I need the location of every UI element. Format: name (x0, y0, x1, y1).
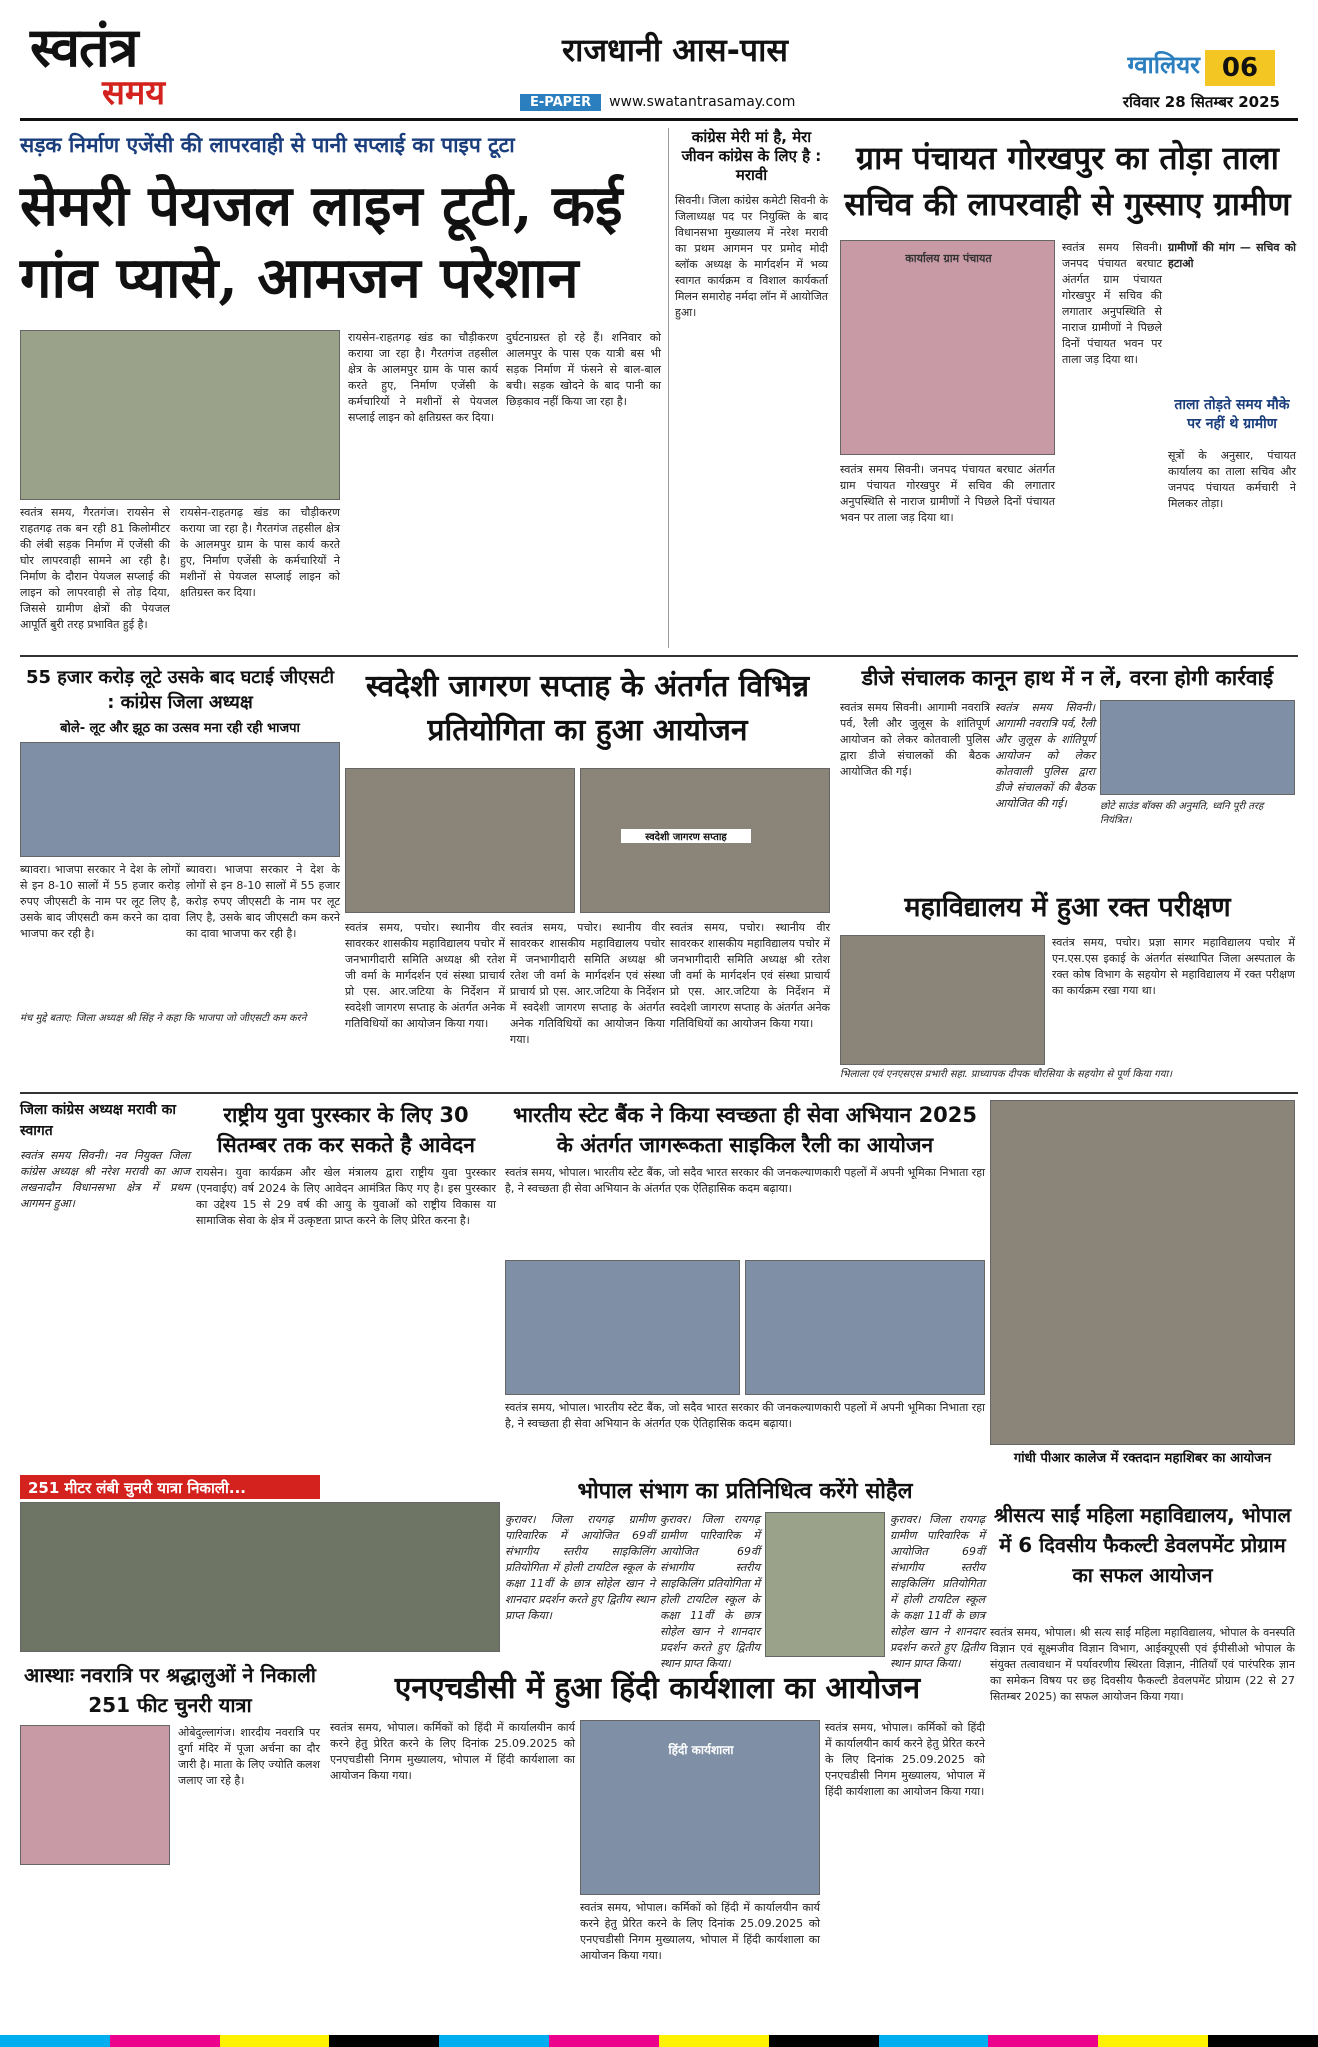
story5-body: स्वतंत्र समय सिवनी। आगामी नवरात्रि पर्व, रैली और जुलूस के शांतिपूर्ण आयोजन को लेकर कोतवाली पुलिस द्वारा डीजे संचालकों की बैठक आयोजित की गई। (840, 701, 990, 778)
story3-body-b: ब्यावरा। भाजपा सरकार ने देश के लोगों से इन 8-10 सालों में 55 हजार करोड़ रुपए जीएसटी के नाम पर लूट लिए है, उसके बाद जीएसटी कम करने का दावा भाजपा कर रही है। (186, 863, 340, 940)
story3-subhead: बोले- लूट और झूठ का उत्सव मना रही रही भाजपा (60, 721, 300, 736)
issue-date: रविवार 28 सितम्बर 2025 (1122, 93, 1280, 111)
story11-headline: आस्थाः नवरात्रि पर श्रद्धालुओं ने निकाली 251 फीट चुनरी यात्रा (24, 1663, 316, 1717)
story2-subhead: ग्रामीणों की मांग — सचिव को हटाओ (1168, 241, 1296, 270)
story7-body: स्वतंत्र समय सिवनी। नव नियुक्त जिला कांग्रेस अध्यक्ष श्री नरेश मरावी का आज लखनादौन विधानसभा क्षेत्र में प्रथम आगमन हुआ। (20, 1149, 190, 1210)
story5-body-b: स्वतंत्र समय सिवनी। आगामी नवरात्रि पर्व, रैली और जुलूस के शांतिपूर्ण आयोजन को लेकर कोतवाली पुलिस द्वारा डीजे संचालकों की बैठक आयोजित की गई। (995, 701, 1095, 810)
story13-body: स्वतंत्र समय, भोपाल। श्री सत्य साईं महिला महाविद्यालय, भोपाल के वनस्पति विज्ञान एवं सूक्ष्मजीव विज्ञान विभाग, आईक्यूएसी एवं ईपीसीओ भोपाल के संयुक्त तत्वावधान में पर्यावरणीय स्थिरता विज्ञान, नीतियाँ एवं पारंपरिक ज्ञान का समेकन विषय पर छह दिवसीय फैकल्टी डेवलपमेंट प्रोग्राम (22 से 27 सितम्बर 2025) का सफल आयोजन किया गया। (990, 1626, 1295, 1703)
story11-body: ओबेदुल्लागंज। शारदीय नवरात्रि पर दुर्गा मंदिर में पूजा अर्चना का दौर जारी है। माता के लिए ज्योति कलश जलाए जा रहे है। (178, 1726, 320, 1787)
story6-headline: महाविद्यालय में हुआ रक्त परीक्षण (904, 892, 1231, 923)
story14-body: स्वतंत्र समय, भोपाल। कर्मिकों को हिंदी में कार्यालयीन कार्य करने हेतु प्रेरित करने के लिए दिनांक 25.09.2025 को एनएचडीसी निगम मुख्यालय, भोपाल में हिंदी कार्यशाला का आयोजन किया गया। (330, 1721, 575, 1782)
story12-body-c: कुरावर। जिला रायगढ़ ग्रामीण पारिवारिक में आयोजित 69वीं संभागीय स्तरीय साइकिलिंग प्रतियोगिता में होली टायटिल स्कूल के कक्षा 11वीं के छात्र सोहेल खान ने शानदार प्रदर्शन करते हुए द्वितीय स्थान प्राप्त किया। (890, 1513, 985, 1670)
page-number: 06 (1205, 50, 1275, 86)
story1-body-2b: रायसेन-राहतगढ़ खंड का चौड़ीकरण कराया जा रहा है। गैरतगंज तहसील क्षेत्र के आलमपुर ग्राम के पास कार्य करते हुए, निर्माण एजेंसी के कर्मचारियों ने मशीनों से पेयजल सप्लाई लाइन को क्षतिग्रस्त कर दिया। (348, 331, 498, 424)
story2-subhead-2: ताला तोड़ते समय मौके पर नहीं थे ग्रामीण (1174, 397, 1290, 432)
story9-body-b: स्वतंत्र समय, भोपाल। भारतीय स्टेट बैंक, जो सदैव भारत सरकार की जनकल्याणकारी पहलों में अपनी भूमिका निभाता रहा है, ने स्वच्छता ही सेवा अभियान के अंतर्गत एक ऐतिहासिक कदम बढ़ाया। (505, 1401, 985, 1430)
story2-body-b: स्वतंत्र समय सिवनी। जनपद पंचायत बरघाट अंतर्गत ग्राम पंचायत गोरखपुर में सचिव की लगातार अनुपस्थिति से नाराज ग्रामीणों ने पिछले दिनों पंचायत भवन पर ताला जड़ दिया था। (1062, 241, 1162, 366)
story8-headline: राष्ट्रीय युवा पुरस्कार के लिए 30 सितम्बर तक कर सकते है आवेदन (217, 1103, 475, 1157)
story2-body-2: सूत्रों के अनुसार, पंचायत कार्यालय का ताला सचिव और जनपद पंचायत कर्मचारी ने मिलकर तोड़ा। (1168, 449, 1296, 510)
story14-body-b: स्वतंत्र समय, भोपाल। कर्मिकों को हिंदी में कार्यालयीन कार्य करने हेतु प्रेरित करने के लिए दिनांक 25.09.2025 को एनएचडीसी निगम मुख्यालय, भोपाल में हिंदी कार्यशाला का आयोजन किया गया। (580, 1901, 820, 1962)
story3-headline: 55 हजार करोड़ लूटे उसके बाद घटाई जीएसटी : कांग्रेस जिला अध्यक्ष (25, 667, 335, 713)
story10-photo (990, 1100, 1295, 1445)
logo-top-text: स्वतंत्र (30, 15, 138, 79)
story2-photo-sign: कार्यालय ग्राम पंचायत (905, 252, 992, 265)
story1-body-1: स्वतंत्र समय, गैरतगंज। रायसेन से राहतगढ़ तक बन रही 81 किलोमीटर की लंबी सड़क निर्माण में एजेंसी की घोर लापरवाही सामने आ रही है। निर्माण के दौरान पेयजल सप्लाई की लाइन को लापरवाही से तोड़ दिया, जिससे ग्रामीण क्षेत्रों की पेयजल आपूर्ति बुरी तरह प्रभावित हुई है। (20, 506, 170, 631)
section-title: राजधानी आस-पास (562, 31, 788, 69)
story4-body: स्वतंत्र समय, पचोर। स्थानीय वीर सावरकर शासकीय महाविद्यालय पचोर में जनभागीदारी समिति अध्यक्ष श्री रतेश जी वर्मा के मार्गदर्शन एवं संस्था प्राचार्य प्रो एस. आर.जटिया के निर्देशन में स्वदेशी जागरण सप्ताह के अंतर्गत अनेक गतिविधियों का आयोजन किया गया। (345, 921, 505, 1030)
story14-body-c: स्वतंत्र समय, भोपाल। कर्मिकों को हिंदी में कार्यालयीन कार्य करने हेतु प्रेरित करने के लिए दिनांक 25.09.2025 को एनएचडीसी निगम मुख्यालय, भोपाल में हिंदी कार्यशाला का आयोजन किया गया। (825, 1721, 985, 1798)
row-rule-2 (20, 1092, 1298, 1094)
story7-headline: जिला कांग्रेस अध्यक्ष मरावी का स्वागत (20, 1102, 176, 1139)
story12-headline: भोपाल संभाग का प्रतिनिधित्व करेंगे सोहैल (577, 1479, 913, 1504)
story3-body: ब्यावरा। भाजपा सरकार ने देश के लोगों से इन 8-10 सालों में 55 हजार करोड़ रुपए जीएसटी के नाम पर लूट लिए है, उसके बाद जीएसटी कम करने का दावा भाजपा कर रही है। (20, 863, 180, 940)
story4-headline: स्वदेशी जागरण सप्ताह के अंतर्गत विभिन्न प्रतियोगिता का हुआ आयोजन (365, 669, 810, 748)
story1-body-3: दुर्घटनाग्रस्त हो रहे हैं। शनिवार को आलमपुर के पास एक यात्री बस भी सड़क निर्माण में फंसने से बाल-बाल बची। सड़क खोदने के बाद पानी का छिड़काव नहीं किया जा रहा है। (506, 331, 661, 408)
story4-photo-1 (345, 768, 575, 913)
story13-headline: श्रीसत्य साईं महिला महाविद्यालय, भोपाल में 6 दिवसीय फैकल्टी डेवलपमेंट प्रोग्राम का सफल आयोजन (993, 1503, 1292, 1587)
story4-body-c: स्वतंत्र समय, पचोर। स्थानीय वीर सावरकर शासकीय महाविद्यालय पचोर में जनभागीदारी समिति अध्यक्ष श्री रतेश जी वर्मा के मार्गदर्शन एवं संस्था प्राचार्य प्रो एस. आर.जटिया के निर्देशन में स्वदेशी जागरण सप्ताह के अंतर्गत अनेक गतिविधियों का आयोजन किया गया। (670, 921, 830, 1030)
story10-caption: गांधी पीआर कालेज में रक्तदान महाशिबर का आयोजन (1013, 1451, 1272, 1466)
story5-caption: छोटे साउंड बॉक्स की अनुमति, ध्वनि पूरी तरह नियंत्रित। (1100, 801, 1264, 826)
congress-box-body: सिवनी। जिला कांग्रेस कमेटी सिवनी के जिलाध्यक्ष पद पर नियुक्ति के बाद विधानसभा मुख्यालय में नरेश मरावी का प्रथम आगमन पर प्रमोद मोदी ब्लॉक अध्यक्ष के मार्गदर्शन में भव्य स्वागत कार्यक्रम व विशाल कार्यकर्ता मिलन समारोह नर्मदा लॉन में आयोजित हुआ। (675, 194, 828, 319)
story14-screen: हिंदी कार्यशाला (668, 1743, 734, 1757)
story9-body: स्वतंत्र समय, भोपाल। भारतीय स्टेट बैंक, जो सदैव भारत सरकार की जनकल्याणकारी पहलों में अपनी भूमिका निभाता रहा है, ने स्वच्छता ही सेवा अभियान के अंतर्गत एक ऐतिहासिक कदम बढ़ाया। (505, 1166, 985, 1195)
color-registration-bar (0, 2035, 1318, 2047)
story12-body-b: कुरावर। जिला रायगढ़ ग्रामीण पारिवारिक में आयोजित 69वीं संभागीय स्तरीय साइकिलिंग प्रतियोगिता में होली टायटिल स्कूल के कक्षा 11वीं के छात्र सोहेल खान ने शानदार प्रदर्शन करते हुए द्वितीय स्थान प्राप्त किया। (660, 1513, 760, 1670)
story12-photo (765, 1512, 885, 1657)
story1-body-2: रायसेन-राहतगढ़ खंड का चौड़ीकरण कराया जा रहा है। गैरतगंज तहसील क्षेत्र के आलमपुर ग्राम के पास कार्य करते हुए, निर्माण एजेंसी के कर्मचारियों ने मशीनों से पेयजल सप्लाई लाइन को क्षतिग्रस्त कर दिया। (180, 506, 340, 599)
story5-headline: डीजे संचालक कानून हाथ में न लें, वरना होगी कार्रवाई (861, 666, 1274, 690)
story9-photo-2 (745, 1260, 985, 1395)
website-link[interactable]: www.swatantrasamay.com (609, 94, 796, 110)
story11-strip: 251 मीटर लंबी चुनरी यात्रा निकाली... (20, 1475, 320, 1499)
story6-photo (840, 935, 1045, 1065)
story1-photo (20, 330, 340, 500)
masthead-logo (30, 15, 240, 118)
story11-photo (20, 1502, 500, 1652)
epaper-bar (520, 92, 860, 112)
congress-box-headline: कांग्रेस मेरी मां है, मेरा जीवन कांग्रेस के लिए है : मरावी (681, 128, 822, 184)
row-rule-1 (20, 655, 1298, 657)
masthead-rule (20, 118, 1298, 121)
story9-headline: भारतीय स्टेट बैंक ने किया स्वच्छता ही सेवा अभियान 2025 के अंतर्गत जागरूकता साइकिल रैली का आयोजन (512, 1103, 978, 1157)
story14-headline: एनएचडीसी में हुआ हिंदी कार्यशाला का आयोजन (394, 1671, 921, 1706)
story1-headline: सेमरी पेयजल लाइन टूटी, कई गांव प्यासे, आमजन परेशान (20, 173, 623, 311)
story4-body-b: स्वतंत्र समय, पचोर। स्थानीय वीर सावरकर शासकीय महाविद्यालय पचोर में जनभागीदारी समिति अध्यक्ष श्री रतेश जी वर्मा के मार्गदर्शन एवं संस्था प्राचार्य प्रो एस. आर.जटिया के निर्देशन में स्वदेशी जागरण सप्ताह के अंतर्गत अनेक गतिविधियों का आयोजन किया गया। (510, 921, 665, 1046)
story9-photo-1 (505, 1260, 740, 1395)
story8-body: रायसेन। युवा कार्यक्रम और खेल मंत्रालय द्वारा राष्ट्रीय युवा पुरस्कार (एनवाईए) वर्ष 2024 के लिए आवेदन आमंत्रित किए गए है। इस पुरस्कार का उद्देश्य 15 से 29 वर्ष की आयु के युवाओं को राष्ट्रीय विकास या सामाजिक सेवा के क्षेत्र में उत्कृष्टता प्राप्त करने के लिए प्रेरित करना है। (196, 1166, 496, 1227)
story5-photo (1100, 700, 1295, 795)
story6-body: स्वतंत्र समय, पचोर। प्रज्ञा सागर महाविद्यालय पचोर में एन.एस.एस इकाई के अंतर्गत संस्थापित जिला अस्पताल के रक्त कोष विभाग के सहयोग से महाविद्यालय में रक्त परीक्षण का कार्यक्रम रखा गया था। (1052, 936, 1295, 997)
story3-photo (20, 742, 340, 857)
city-name: ग्वालियर (1127, 51, 1200, 79)
story1-kicker: सड़क निर्माण एजेंसी की लापरवाही से पानी सप्लाई का पाइप टूटा (20, 133, 515, 157)
congress-box (668, 128, 828, 648)
epaper-tag: E-PAPER (520, 94, 601, 111)
story2-photo (840, 240, 1055, 455)
story6-caption: भिलाला एवं एनएसएस प्रभारी सहा. प्राध्यापक दीपक चौरसिया के सहयोग से पूर्ण किया गया। (840, 1069, 1172, 1080)
story3-caption: मंच मुद्दे बताए: जिला अध्यक्ष श्री सिंह ने कहा कि भाजपा जो जीएसटी कम करने (20, 1013, 307, 1024)
story2-headline: ग्राम पंचायत गोरखपुर का तोड़ा ताला सचिव की लापरवाही से गुस्साए ग्रामीण (844, 139, 1291, 223)
story4-photo-2 (580, 768, 830, 913)
story2-body: स्वतंत्र समय सिवनी। जनपद पंचायत बरघाट अंतर्गत ग्राम पंचायत गोरखपुर में सचिव की लगातार अनुपस्थिति से नाराज ग्रामीणों ने पिछले दिनों पंचायत भवन पर ताला जड़ दिया था। (840, 463, 1055, 524)
story14-photo (580, 1720, 820, 1895)
logo-bottom-text: समय (102, 73, 166, 113)
story4-banner: स्वदेशी जागरण सप्ताह (621, 829, 751, 843)
story12-body: कुरावर। जिला रायगढ़ ग्रामीण पारिवारिक में आयोजित 69वीं संभागीय स्तरीय साइकिलिंग प्रतियोगिता में होली टायटिल स्कूल के कक्षा 11वीं के छात्र सोहेल खान ने शानदार प्रदर्शन करते हुए द्वितीय स्थान प्राप्त किया। (505, 1513, 655, 1622)
